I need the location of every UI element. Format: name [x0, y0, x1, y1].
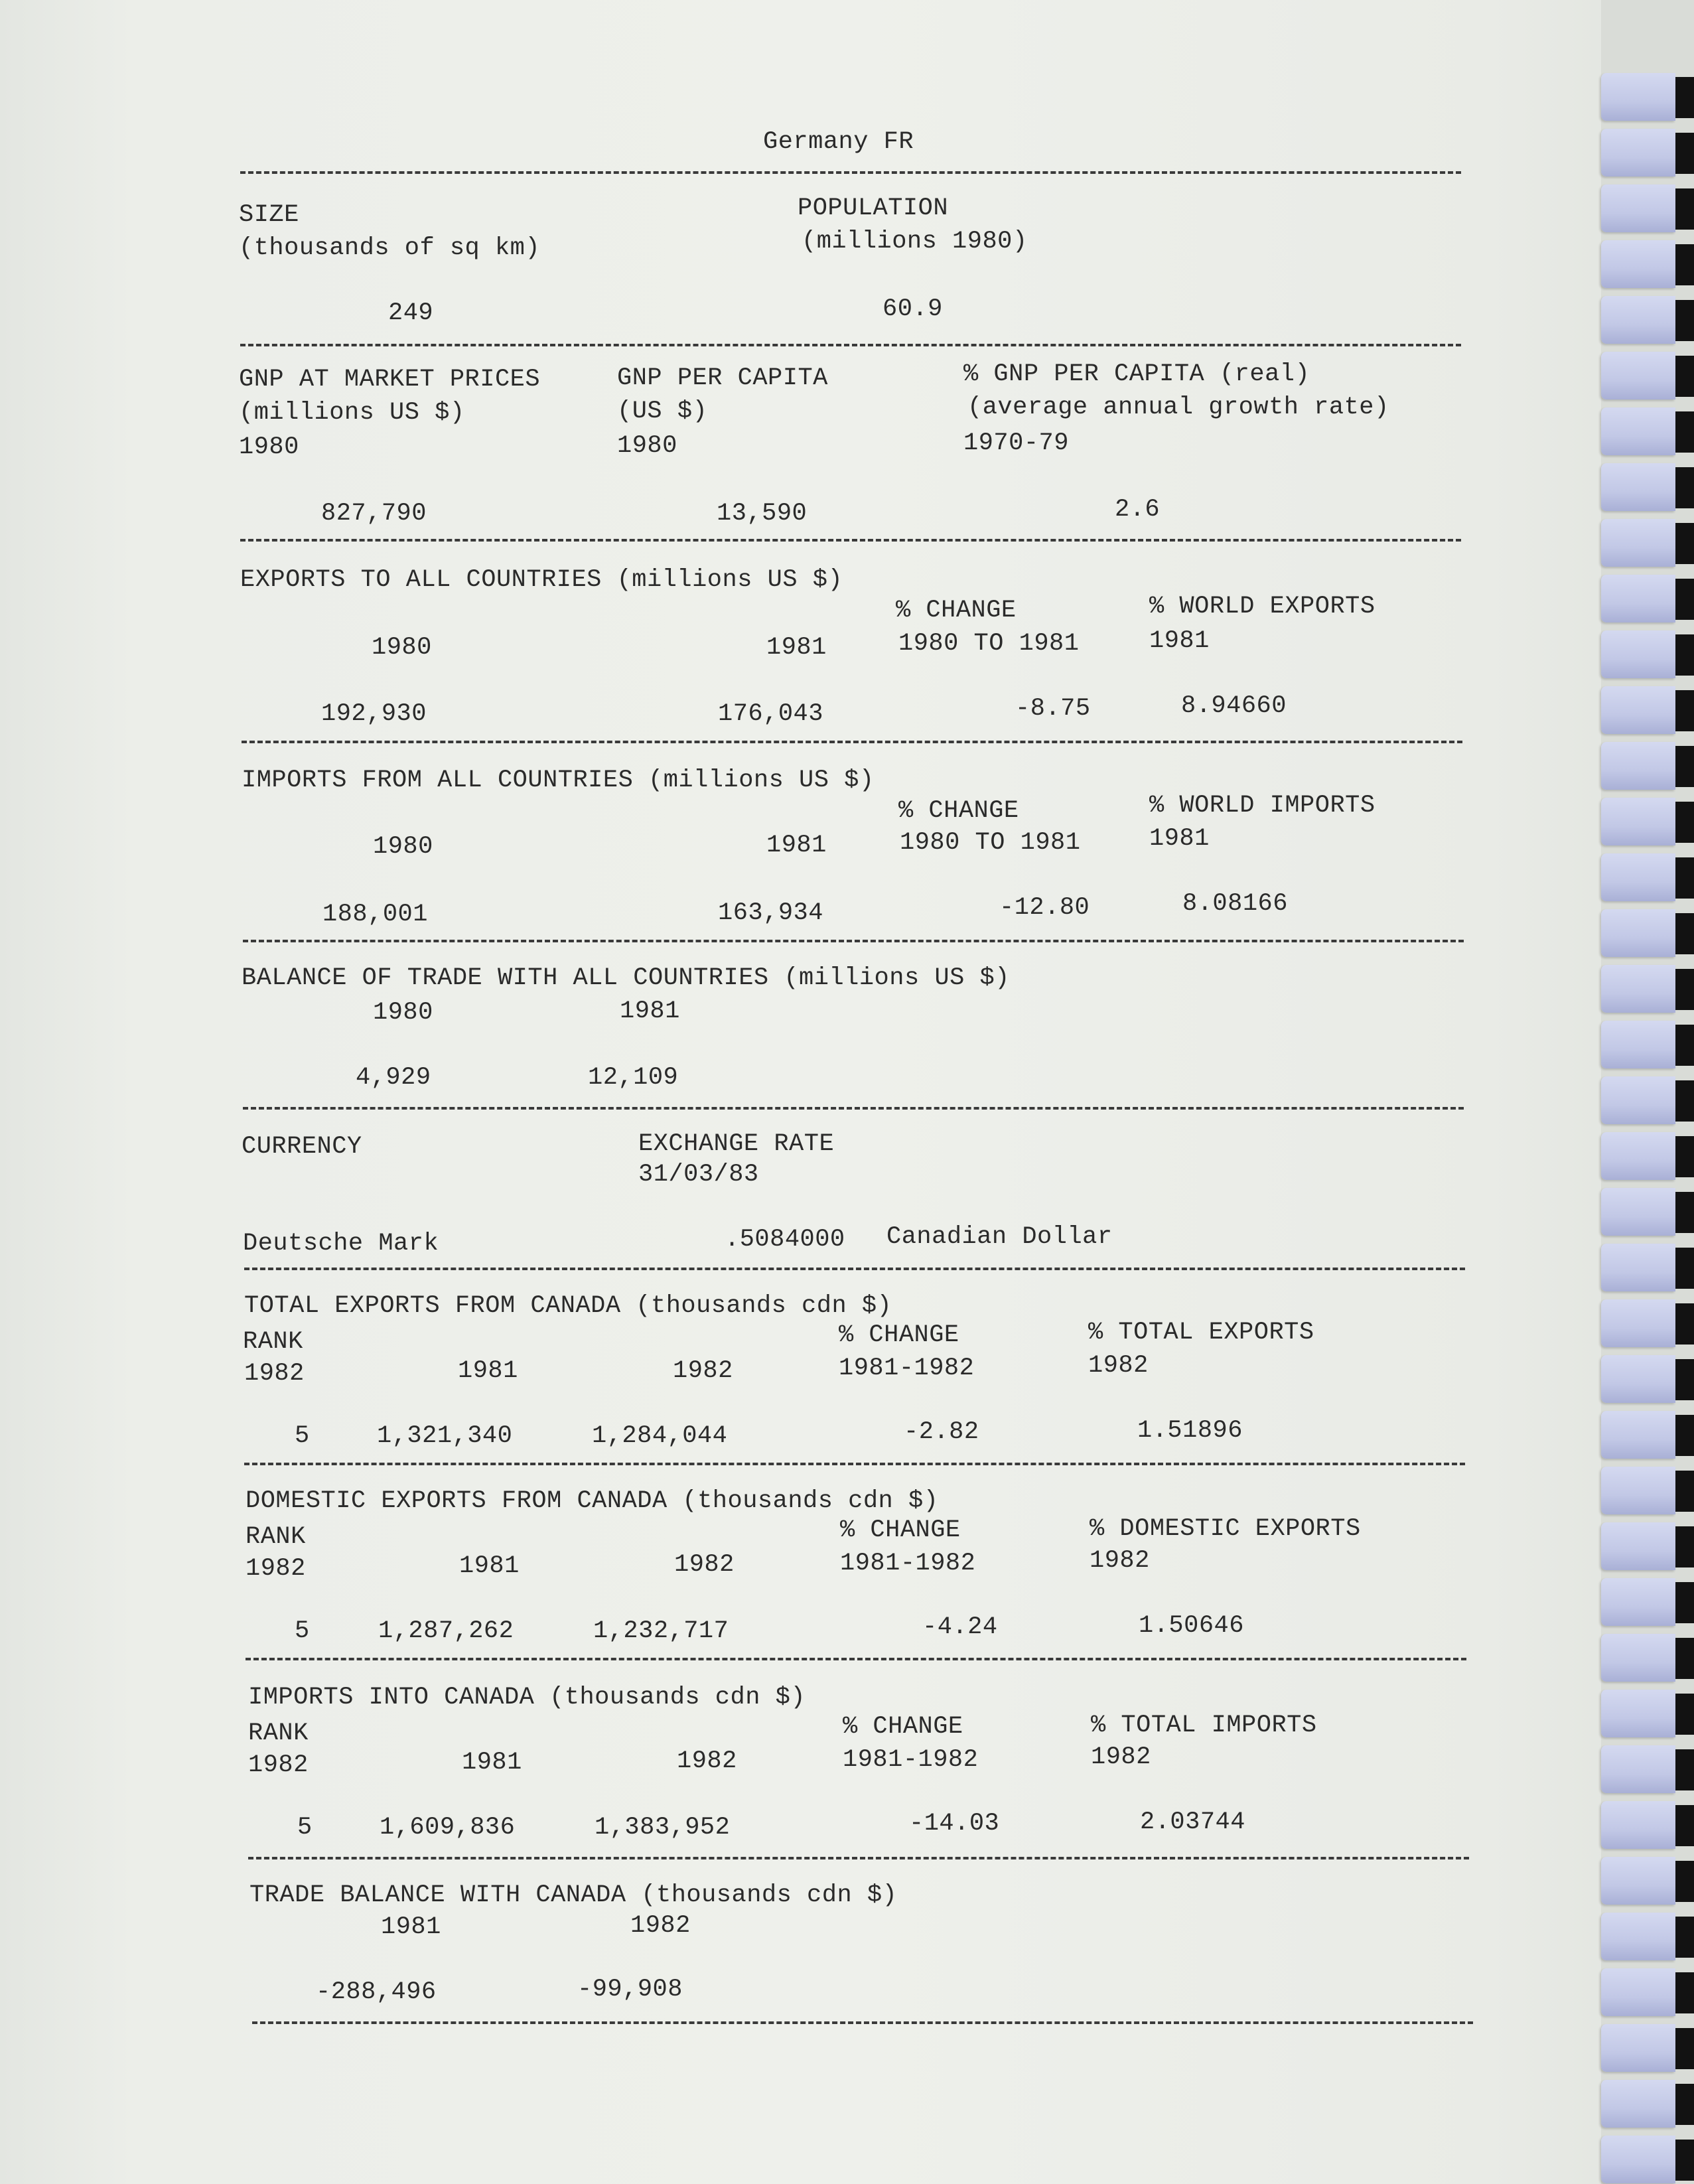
trade-balance-canada-year-1982: 1982: [630, 1912, 691, 1940]
currency-label: CURRENCY: [242, 1133, 362, 1161]
binding-coil: [1601, 1634, 1675, 1682]
trade-balance-canada-value-1982: -99,908: [577, 1976, 683, 2003]
divider: [246, 1658, 1466, 1660]
domestic-exports-change-label: % CHANGE: [840, 1516, 961, 1544]
total-exports-heading: TOTAL EXPORTS FROM CANADA (thousands cdn $): [244, 1292, 892, 1320]
gnp-growth-years: 1970-79: [963, 429, 1069, 457]
gnp-market-year: 1980: [239, 433, 299, 461]
imports-all-heading: IMPORTS FROM ALL COUNTRIES (millions US $): [242, 766, 875, 794]
imports-all-year-1980: 1980: [373, 833, 433, 861]
binding-coil: [1601, 1801, 1675, 1849]
domestic-exports-change-years: 1981-1982: [840, 1550, 976, 1577]
gnp-growth-value: 2.6: [1115, 496, 1161, 524]
balance-all-value-1981: 12,109: [588, 1064, 679, 1092]
trade-balance-canada-heading: TRADE BALANCE WITH CANADA (thousands cdn $): [249, 1881, 898, 1909]
binding-coil: [1601, 686, 1675, 734]
size-value: 249: [388, 299, 434, 327]
total-exports-rank-label: RANK: [243, 1328, 303, 1356]
binding-coil: [1601, 1355, 1675, 1403]
binding-coil: [1601, 352, 1675, 400]
binding-coil: [1601, 1299, 1675, 1347]
binding-coil: [1601, 2024, 1675, 2072]
total-exports-value-1982: 1,284,044: [592, 1422, 728, 1450]
exchange-rate-date: 31/03/83: [638, 1161, 759, 1189]
imports-canada-value-1982: 1,383,952: [595, 1814, 731, 1842]
population-value: 60.9: [882, 295, 943, 323]
population-label: POPULATION: [798, 194, 949, 222]
binding-coil: [1601, 184, 1675, 232]
total-exports-change-label: % CHANGE: [839, 1321, 959, 1349]
binding-coil: [1601, 2136, 1675, 2183]
divider: [252, 2021, 1473, 2024]
total-exports-year-1981: 1981: [458, 1357, 518, 1385]
imports-canada-change-label: % CHANGE: [843, 1713, 963, 1741]
gnp-growth-unit: (average annual growth rate): [967, 394, 1389, 421]
gnp-percapita-label: GNP PER CAPITA: [617, 364, 828, 392]
binding-coil: [1601, 73, 1675, 121]
balance-all-value-1980: 4,929: [356, 1064, 431, 1092]
imports-all-world-label: % WORLD IMPORTS: [1149, 792, 1376, 820]
exports-all-year-1980: 1980: [372, 634, 432, 662]
binding-coil: [1601, 965, 1675, 1013]
binding-coil: [1601, 1411, 1675, 1459]
total-exports-change-years: 1981-1982: [839, 1354, 975, 1382]
binding-coil: [1601, 240, 1675, 288]
size-label: SIZE: [239, 201, 299, 229]
binding-coil: [1601, 1690, 1675, 1737]
domestic-exports-rank-value: 5: [295, 1617, 310, 1645]
imports-all-change-label: % CHANGE: [898, 797, 1019, 825]
domestic-exports-year-1982: 1982: [674, 1551, 735, 1579]
divider: [248, 1857, 1469, 1859]
divider: [240, 171, 1461, 174]
divider: [244, 1268, 1465, 1270]
exports-all-world-year: 1981: [1149, 627, 1210, 655]
exports-all-heading: EXPORTS TO ALL COUNTRIES (millions US $): [240, 566, 843, 594]
binding-coil: [1601, 1021, 1675, 1068]
imports-canada-rank-year: 1982: [248, 1751, 309, 1779]
population-unit: (millions 1980): [802, 228, 1028, 255]
binding-coil: [1601, 575, 1675, 622]
imports-canada-value-1981: 1,609,836: [380, 1814, 516, 1842]
exports-all-change-value: -8.75: [1015, 695, 1091, 723]
balance-all-heading: BALANCE OF TRADE WITH ALL COUNTRIES (millions US $): [242, 964, 1010, 992]
binding-coil: [1601, 1522, 1675, 1570]
trade-balance-canada-value-1981: -288,496: [316, 1978, 437, 2006]
binding-coil: [1601, 2080, 1675, 2128]
imports-all-year-1981: 1981: [766, 832, 827, 859]
imports-canada-share-value: 2.03744: [1140, 1808, 1245, 1836]
binding-coil: [1601, 1467, 1675, 1514]
divider: [243, 940, 1464, 942]
domestic-exports-share-year: 1982: [1090, 1547, 1150, 1575]
page-title: Germany FR: [763, 128, 914, 156]
binding-coil: [1601, 630, 1675, 678]
imports-canada-share-year: 1982: [1091, 1743, 1151, 1771]
total-exports-share-year: 1982: [1088, 1352, 1149, 1380]
total-exports-share-label: % TOTAL EXPORTS: [1088, 1319, 1314, 1347]
exchange-rate-currency: Canadian Dollar: [886, 1223, 1113, 1251]
binding-coil: [1601, 1132, 1675, 1180]
exports-all-world-label: % WORLD EXPORTS: [1149, 593, 1376, 620]
binding-coil: [1601, 519, 1675, 567]
imports-all-change-years: 1980 TO 1981: [900, 829, 1081, 857]
exchange-rate-value: .5084000: [725, 1226, 845, 1254]
binding-coil: [1601, 129, 1675, 177]
domestic-exports-value-1982: 1,232,717: [593, 1617, 729, 1645]
exports-all-change-label: % CHANGE: [896, 597, 1017, 624]
exports-all-value-1980: 192,930: [321, 700, 427, 728]
binding-coil: [1601, 853, 1675, 901]
domestic-exports-heading: DOMESTIC EXPORTS FROM CANADA (thousands cdn $): [246, 1487, 939, 1515]
total-exports-rank-year: 1982: [244, 1360, 305, 1388]
imports-all-value-1981: 163,934: [718, 899, 823, 927]
domestic-exports-share-label: % DOMESTIC EXPORTS: [1090, 1515, 1361, 1543]
binding-coil: [1601, 742, 1675, 790]
total-exports-value-1981: 1,321,340: [377, 1422, 513, 1450]
gnp-percapita-year: 1980: [617, 432, 677, 460]
binding-coil: [1601, 407, 1675, 455]
domestic-exports-rank-year: 1982: [246, 1555, 306, 1583]
binding-coil: [1601, 1857, 1675, 1905]
imports-canada-share-label: % TOTAL IMPORTS: [1091, 1711, 1317, 1739]
exports-all-world-value: 8.94660: [1181, 692, 1287, 720]
exports-all-change-years: 1980 TO 1981: [898, 630, 1080, 658]
binding-coil: [1601, 1578, 1675, 1626]
trade-balance-canada-year-1981: 1981: [381, 1913, 441, 1941]
divider: [240, 539, 1461, 542]
gnp-percapita-value: 13,590: [717, 500, 808, 528]
divider: [240, 344, 1461, 346]
domestic-exports-rank-label: RANK: [246, 1523, 306, 1551]
currency-name: Deutsche Mark: [243, 1230, 439, 1258]
imports-canada-heading: IMPORTS INTO CANADA (thousands cdn $): [248, 1684, 806, 1711]
binding-coil: [1601, 296, 1675, 344]
divider: [244, 1463, 1465, 1465]
domestic-exports-change-value: -4.24: [922, 1613, 998, 1641]
total-exports-share-value: 1.51896: [1137, 1417, 1243, 1445]
imports-canada-year-1981: 1981: [462, 1749, 522, 1777]
balance-all-year-1981: 1981: [620, 997, 680, 1025]
imports-canada-year-1982: 1982: [677, 1747, 737, 1775]
gnp-market-value: 827,790: [321, 500, 427, 528]
binding-coil: [1601, 798, 1675, 845]
size-unit: (thousands of sq km): [239, 234, 541, 262]
imports-canada-change-value: -14.03: [909, 1810, 1000, 1838]
imports-canada-change-years: 1981-1982: [843, 1746, 979, 1774]
binding-coil: [1601, 1745, 1675, 1793]
gnp-market-unit: (millions US $): [239, 399, 465, 427]
binding-coil: [1601, 463, 1675, 511]
total-exports-change-value: -2.82: [904, 1418, 979, 1446]
binding-coil: [1601, 1913, 1675, 1960]
domestic-exports-value-1981: 1,287,262: [378, 1617, 514, 1645]
total-exports-year-1982: 1982: [673, 1357, 733, 1385]
imports-canada-rank-value: 5: [297, 1814, 313, 1842]
imports-all-world-year: 1981: [1149, 825, 1210, 853]
binding-coil: [1601, 909, 1675, 957]
imports-all-value-1980: 188,001: [322, 901, 428, 928]
domestic-exports-share-value: 1.50646: [1139, 1612, 1244, 1640]
domestic-exports-year-1981: 1981: [459, 1552, 520, 1580]
gnp-market-label: GNP AT MARKET PRICES: [239, 366, 541, 394]
total-exports-rank-value: 5: [295, 1422, 310, 1450]
binding-coil: [1601, 1188, 1675, 1236]
imports-canada-rank-label: RANK: [248, 1719, 309, 1747]
balance-all-year-1980: 1980: [373, 999, 433, 1027]
exports-all-value-1981: 176,043: [718, 700, 823, 728]
gnp-percapita-unit: (US $): [617, 398, 708, 425]
imports-all-change-value: -12.80: [999, 894, 1090, 922]
exchange-rate-label: EXCHANGE RATE: [638, 1130, 835, 1158]
divider: [242, 741, 1462, 743]
binding-coil: [1601, 1076, 1675, 1124]
binding-coil: [1601, 1244, 1675, 1291]
exports-all-year-1981: 1981: [766, 634, 827, 662]
divider: [243, 1107, 1464, 1110]
imports-all-world-value: 8.08166: [1182, 890, 1288, 918]
binding-coil: [1601, 1968, 1675, 2016]
gnp-growth-label: % GNP PER CAPITA (real): [963, 360, 1310, 388]
